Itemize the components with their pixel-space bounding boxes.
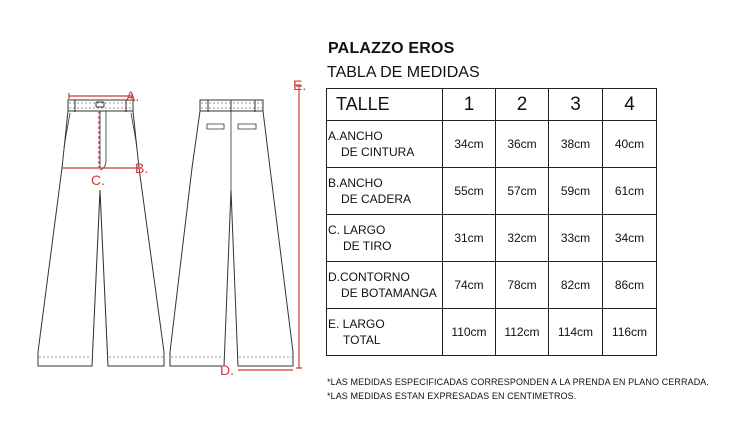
measure-name-line2: DE TIRO (343, 239, 392, 253)
measure-name-rise (327, 215, 443, 262)
table-cell: 36cm (496, 121, 549, 168)
measure-c-label: C. (91, 172, 105, 188)
measure-name-hip (327, 168, 443, 215)
back-view-sketch (170, 100, 293, 366)
table-cell: 82cm (549, 262, 603, 309)
table-row (327, 121, 657, 168)
measure-b-label: B. (135, 160, 149, 176)
front-view-sketch (38, 100, 164, 366)
footnote-units: *LAS MEDIDAS ESTAN EXPRESADAS EN CENTIMETROS. (327, 391, 577, 401)
table-cell: 61cm (603, 168, 657, 215)
measure-name-line1: C. LARGO (328, 223, 386, 237)
table-cell: 31cm (443, 215, 496, 262)
measure-name-line1: E. LARGO (328, 317, 385, 331)
table-row (327, 168, 657, 215)
size-2-header: 2 (496, 89, 549, 121)
measure-name-line1: B.ANCHO (328, 176, 383, 190)
table-cell: 34cm (443, 121, 496, 168)
measure-name-line1: D.CONTORNO (328, 270, 410, 284)
table-cell: 40cm (603, 121, 657, 168)
table-cell: 32cm (496, 215, 549, 262)
size-header-label: TALLE (327, 89, 443, 121)
measure-e-label: E. (293, 77, 307, 93)
table-cell: 74cm (443, 262, 496, 309)
table-row (327, 215, 657, 262)
table-cell: 57cm (496, 168, 549, 215)
table-row (327, 262, 657, 309)
measure-name-length (327, 309, 443, 356)
footnote-flat-measure: *LAS MEDIDAS ESPECIFICADAS CORRESPONDEN A LA PRENDA EN PLANO CERRADA. (327, 377, 710, 387)
table-row (327, 309, 657, 356)
measure-name-line1: A.ANCHO (328, 129, 383, 143)
measure-name-line2: DE BOTAMANGA (341, 286, 437, 300)
size-4-header: 4 (603, 89, 657, 121)
size-3-header: 3 (549, 89, 603, 121)
table-cell: 110cm (443, 309, 496, 356)
table-cell: 78cm (496, 262, 549, 309)
table-cell: 55cm (443, 168, 496, 215)
table-cell: 38cm (549, 121, 603, 168)
size-chart-heading: TABLA DE MEDIDAS (327, 64, 480, 81)
size-1-header: 1 (443, 89, 496, 121)
measure-d-label: D. (220, 362, 234, 378)
table-cell: 34cm (603, 215, 657, 262)
size-chart-table (326, 88, 657, 356)
product-title: PALAZZO EROS (328, 40, 455, 57)
measure-name-waist (327, 121, 443, 168)
table-cell: 114cm (549, 309, 603, 356)
measure-name-line2: DE CADERA (341, 192, 412, 206)
measure-name-line2: TOTAL (343, 333, 381, 347)
size-header-row (327, 89, 657, 121)
table-cell: 116cm (603, 309, 657, 356)
table-cell: 33cm (549, 215, 603, 262)
measure-name-hem (327, 262, 443, 309)
table-cell: 112cm (496, 309, 549, 356)
table-cell: 86cm (603, 262, 657, 309)
table-cell: 59cm (549, 168, 603, 215)
measure-a-label: A. (126, 88, 140, 104)
measure-name-line2: DE CINTURA (341, 145, 415, 159)
